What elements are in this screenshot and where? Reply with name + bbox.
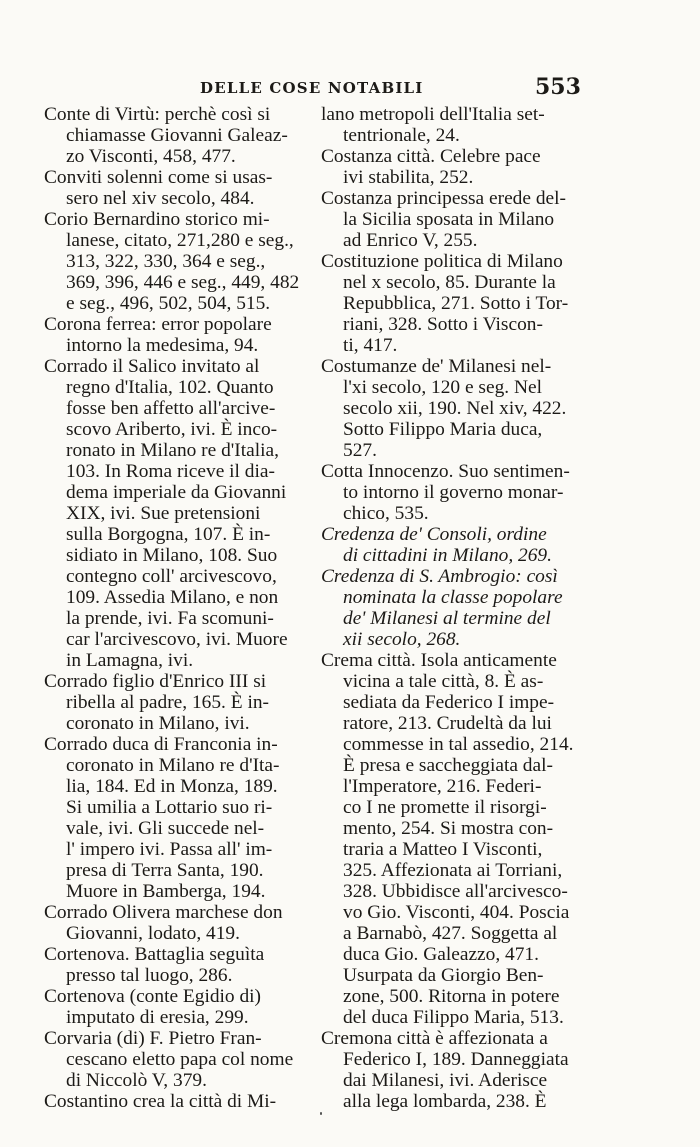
index-entry: Corrado duca di Franconia in- coronato in Milano re d'Ita- lia, 184. Ed in Monza, 189. Si umilia a Lottario suo ri- vale, ivi. Gli succede nel- l' impero ivi. Passa all' im- presa di Terra Santa, 190. Muore in Bamberga, 194. xyxy=(44,734,280,902)
page-number: 553 xyxy=(535,74,581,100)
index-entry: Conviti solenni come si usas- sero nel xiv secolo, 484. xyxy=(44,167,273,209)
index-entry: Cremona città è affezionata a Federico I, 189. Danneggiata dai Milanesi, ivi. Aderisce alla lega lombarda, 238. È xyxy=(321,1028,569,1112)
index-entry: Corrado figlio d'Enrico III si ribella al padre, 165. È in- coronato in Milano, ivi. xyxy=(44,671,269,734)
index-entry: Costanza città. Celebre pace ivi stabilita, 252. xyxy=(321,146,541,188)
index-entry: Corvaria (di) F. Pietro Fran- cescano eletto papa col nome di Niccolò V, 379. xyxy=(44,1028,294,1091)
index-entry-continued: lano metropoli dell'Italia set- tentrionale, 24. xyxy=(321,104,545,146)
index-entry: Conte di Virtù: perchè così si chiamasse Giovanni Galeaz- zo Visconti, 458, 477. xyxy=(44,104,288,167)
page-header xyxy=(0,76,700,100)
index-entry: Cotta Innocenzo. Suo sentimen- to intorno il governo monar- chico, 535. xyxy=(321,461,570,524)
index-entry: Credenza di S. Ambrogio: così nominata la classe popolare de' Milanesi al termine del xii secolo, 268. xyxy=(321,566,563,650)
index-entry: Costanza principessa erede del- la Sicilia sposata in Milano ad Enrico V, 255. xyxy=(321,188,566,251)
index-entry: Crema città. Isola anticamente vicina a tale città, 8. È as- sediata da Federico I impe- ratore, 213. Crudeltà da lui commesse in tal assedio, 214. È presa e saccheggiata dal- l'Imperatore, 216. Federi- co I ne promette il risorgi- mento, 254. Si mostra con- traria a Matteo I Visconti, 325. Affezionata ai Torriani, 328. Ubbidisce all'arcivesco- vo Gio. Visconti, 404. Poscia a Barnabò, 427. Soggetta al duca Gio. Galeazzo, 471. Usurpata da Giorgio Ben- zone, 500. Ritorna in potere del duca Filippo Maria, 513. xyxy=(321,650,574,1028)
index-entry: Cortenova. Battaglia seguìta presso tal luogo, 286. xyxy=(44,944,265,986)
index-entry: Costituzione politica di Milano nel x secolo, 85. Durante la Repubblica, 271. Sotto i Tor- riani, 328. Sotto i Viscon- ti, 417. xyxy=(321,251,569,356)
index-column-left xyxy=(44,104,314,1112)
index-entry: Credenza de' Consoli, ordine di cittadini in Milano, 269. xyxy=(321,524,552,566)
paper-speck xyxy=(320,1112,322,1115)
running-title: DELLE COSE NOTABILI xyxy=(200,79,424,97)
index-entry: Costumanze de' Milanesi nel- l'xi secolo, 120 e seg. Nel secolo xii, 190. Nel xiv, 422. Sotto Filippo Maria duca, 527. xyxy=(321,356,567,461)
index-entry: Costantino crea la città di Mi- xyxy=(44,1091,277,1112)
index-entry: Corona ferrea: error popolare intorno la medesima, 94. xyxy=(44,314,272,356)
index-entry: Corio Bernardino storico mi- lanese, citato, 271,280 e seg., 313, 322, 330, 364 e seg., 369, 396, 446 e seg., 449, 482 e seg., 496, 502, 504, 515. xyxy=(44,209,300,314)
index-entry: Cortenova (conte Egidio di) imputato di eresia, 299. xyxy=(44,986,262,1028)
index-column-right xyxy=(321,104,621,1112)
index-entry: Corrado il Salico invitato al regno d'Italia, 102. Quanto fosse ben affetto all'arcive- scovo Ariberto, ivi. È inco- ronato in Milano re d'Italia, 103. In Roma riceve il dia- dema imperiale da Giovanni XIX, ivi. Sue pretensioni sulla Borgogna, 107. È in- sidiato in Milano, 108. Suo contegno coll' arcivescovo, 109. Assedia Milano, e non la prende, ivi. Fa scomuni- car l'arcivescovo, ivi. Muore in Lamagna, ivi. xyxy=(44,356,288,671)
index-entry: Corrado Olivera marchese don Giovanni, lodato, 419. xyxy=(44,902,283,944)
